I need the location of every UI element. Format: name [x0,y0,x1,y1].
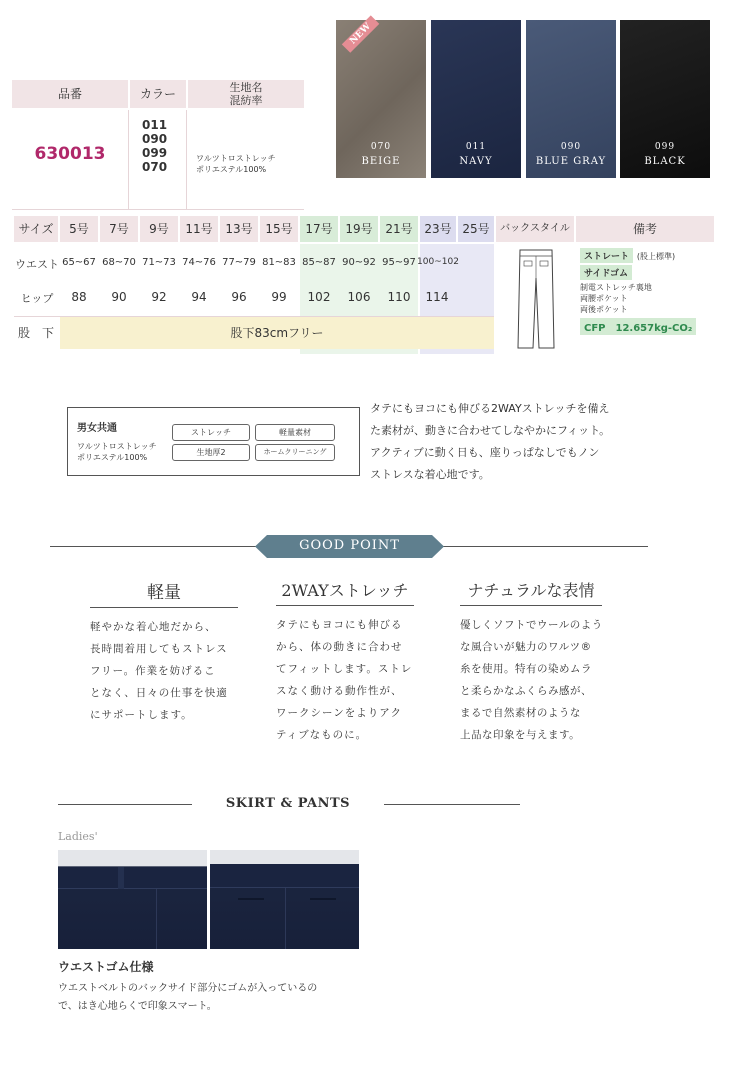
col-line: 軽やかな着心地だから、 [90,621,217,633]
swatch-name: BEIGE [361,156,401,167]
color-code: 099 [142,146,168,160]
fabric-header-line2: 混紡率 [229,94,263,107]
waist-value: 100~102 [417,257,459,267]
hip-value: 102 [307,290,331,304]
caption-body [58,980,378,1016]
good-point-line-right [440,546,648,547]
hip-value: 88 [71,290,87,304]
center-seam [285,888,286,949]
back-pocket [310,898,336,900]
col-title: 軽量 [90,578,238,608]
waist-value: 65~67 [62,257,96,268]
col-line: 長時間着用してもストレス [90,643,228,655]
remark-line: 制電ストレッチ裏地 [580,283,652,292]
size-17: 17号 [300,216,338,242]
col-line: ティブなものに。 [276,729,368,741]
waist-value: 85~87 [302,257,336,268]
color-header: カラー [130,80,186,108]
size-9: 9号 [140,216,178,242]
col-line: 優しくソフトでウールのよう [460,619,603,631]
swatch-num: 099 [654,142,676,152]
col-line: から、体の動きに合わせ [276,641,403,653]
size-15: 15号 [260,216,298,242]
swatch-navy [431,20,521,178]
col-line: スなく動ける動作性が、 [276,685,403,697]
caption-line: で、はき心地らくで印象スマート。 [58,1001,217,1012]
col-title: ナチュラルな表情 [460,578,602,606]
swatch-name: BLUE GRAY [535,156,607,167]
code-header: 品番 [12,80,128,108]
hip-value: 90 [111,290,127,304]
remark-line: 両腰ポケット [580,294,628,303]
hip-value: 106 [347,290,371,304]
size-label: サイズ [14,216,58,242]
hip-value: 92 [151,290,167,304]
col-line: となく、日々の仕事を快適 [90,687,228,699]
product-code-table [12,80,304,210]
col-line: タテにもヨコにも伸びる [276,619,403,631]
fabric-header-line1: 生地名 [229,81,263,94]
skirt-pants-line-left [58,804,192,805]
back-style-label: バックスタイル [496,216,574,242]
code-divider-1 [128,110,129,210]
fabric-info [196,153,276,175]
col-line: 上品な印象を与えます。 [460,729,581,741]
back-style-pants-icon [514,248,558,352]
size-5: 5号 [60,216,98,242]
description-line: タテにもヨコにも伸びる2WAYストレッチを備え [370,402,610,415]
color-codes [142,118,167,174]
good-point-col-natural [460,578,630,746]
size-19: 19号 [340,216,378,242]
cfp-tag: CFP 12.657kg-CO₂ [580,318,696,335]
hip-label: ヒップ [20,292,54,305]
hip-value: 94 [191,290,207,304]
remarks-content [580,248,714,335]
col-line: と柔らかなふくらみ感が、 [460,685,592,697]
swatch-beige [336,20,426,178]
ladies-label: Ladies' [58,830,98,843]
new-badge: NEW [342,15,380,53]
seam [156,889,157,949]
skirt-pants-line-right [384,804,520,805]
hip-value: 99 [271,290,287,304]
swatch-num: 070 [370,142,392,152]
belt-loop [118,867,124,889]
fabric-blend: ポリエステル100% [196,165,267,174]
size-7: 7号 [100,216,138,242]
fabric-header [188,80,304,108]
size-11: 11号 [180,216,218,242]
hip-value: 114 [425,290,449,304]
waist-value: 77~79 [222,257,256,268]
waist-photo-back [210,850,359,949]
remarks-label: 備考 [576,216,714,242]
color-code: 011 [142,118,168,132]
swatch-num: 011 [465,142,487,152]
waistband [210,864,359,888]
col-line: にサポートします。 [90,709,193,721]
features-fabric-name: ワルツトロストレッチ [77,442,157,451]
hip-value: 96 [231,290,247,304]
inseam-label: 股 下 [17,326,54,340]
straight-note: (股上標準) [636,252,676,261]
back-pocket [238,898,264,900]
color-code: 070 [142,160,168,174]
size-21: 21号 [380,216,418,242]
remark-line: 両後ポケット [580,305,628,314]
features-description [370,398,715,486]
waist-value: 74~76 [182,257,216,268]
features-fabric-blend: ポリエステル100% [77,453,148,462]
col-line: ワークシーンをよりアク [276,707,402,719]
waist-value: 68~70 [102,257,136,268]
col-title: 2WAYストレッチ [276,578,414,606]
col-line: まるで自然素材のような [460,707,581,719]
fabric-name: ワルツトロストレッチ [196,154,276,163]
code-divider-2 [186,110,187,210]
description-line: アクティブに動く日も、座りっぱなしでもノン [370,446,600,459]
hip-value: 110 [387,290,411,304]
col-line: フリー。作業を妨げるこ [90,665,216,677]
color-code: 090 [142,132,168,146]
swatch-blue-gray [526,20,616,178]
product-code: 630013 [34,144,106,164]
lightweight-pill: 軽量素材 [255,424,335,441]
good-point-label: GOOD POINT [299,538,400,553]
features-box [67,407,360,476]
straight-tag: ストレート [580,248,633,263]
skirt-pants-heading: SKIRT & PANTS [225,796,351,811]
home-cleaning-pill: ホームクリーニング [255,444,335,461]
col-line: な風合いが魅力のワルツ® [460,641,592,653]
waistband [58,867,207,889]
size-table [14,216,714,354]
inseam-value: 股下83cmフリー [230,326,324,340]
waist-value: 95~97 [382,257,416,268]
features-fabric [77,441,157,463]
caption-title: ウエストゴム仕様 [58,960,154,974]
good-point-line-left [50,546,260,547]
waist-label: ウエスト [15,258,59,271]
waist-photo-front [58,850,207,949]
thickness-pill: 生地厚2 [172,444,250,461]
col-line: てフィットします。ストレ [276,663,413,675]
good-point-col-stretch [276,578,436,746]
stretch-pill: ストレッチ [172,424,250,441]
col-line: 糸を使用。特有の染めムラ [460,663,592,675]
description-line: た素材が、動きに合わせてしなやかにフィット。 [370,424,611,437]
swatch-name: NAVY [459,156,493,167]
side-elastic-tag: サイドゴム [580,265,632,280]
size-25: 25号 [458,216,494,242]
swatch-name: BLACK [644,156,686,167]
swatch-black [620,20,710,178]
unisex-label: 男女共通 [77,423,117,434]
size-23: 23号 [420,216,456,242]
waist-value: 90~92 [342,257,376,268]
waist-value: 71~73 [142,257,176,268]
swatch-num: 090 [560,142,582,152]
caption-line: ウエストベルトのバックサイド部分にゴムが入っているの [58,983,318,994]
good-point-col-lightweight [90,578,250,726]
waist-value: 81~83 [262,257,296,268]
description-line: ストレスな着心地です。 [370,468,490,481]
size-13: 13号 [220,216,258,242]
